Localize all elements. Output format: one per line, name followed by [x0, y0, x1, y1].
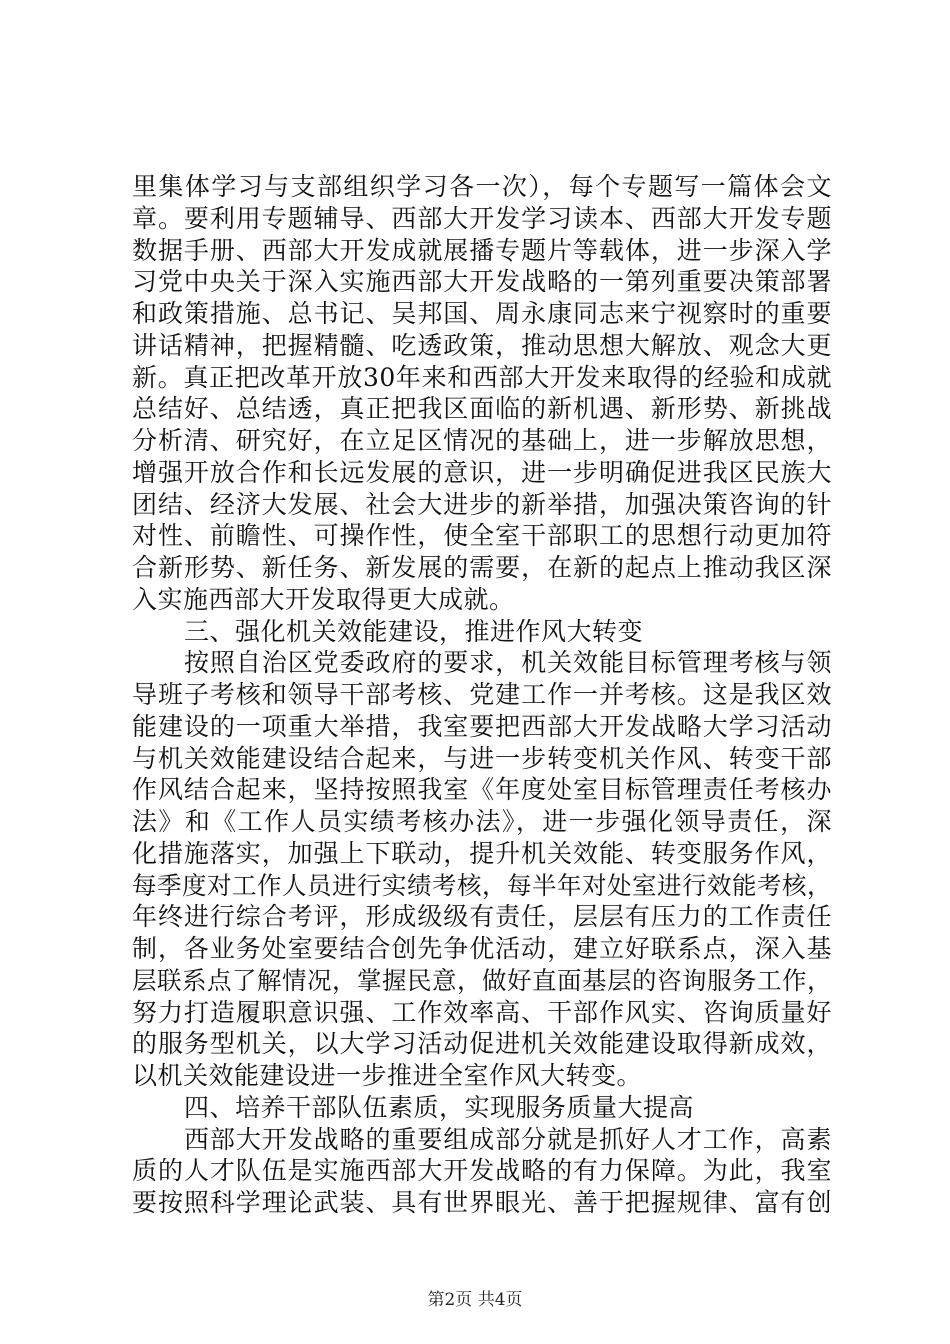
text-line: 分析清、研究好，在立足区情况的基础上，进一步解放思想，	[132, 426, 832, 455]
text-line: 按照自治区党委政府的要求，机关效能目标管理考核与领	[184, 648, 832, 678]
text-line: 和政策措施、总书记、吴邦国、周永康同志来宁视察时的重要	[132, 299, 832, 328]
text-line: 新。真正把改革开放30年来和西部大开发来取得的经验和成就	[132, 362, 832, 392]
text-line: 讲话精神，把握精髓、吃透政策，推动思想大解放、观念大更	[132, 330, 832, 360]
text-line: 努力打造履职意识强、工作效率高、干部作风实、咨询质量好	[132, 997, 832, 1027]
page-number: 第2页 共4页	[427, 1290, 523, 1310]
text-line: 与机关效能建设结合起来，与进一步转变机关作风、转变干部	[132, 743, 832, 773]
text-line: 每季度对工作人员进行实绩考核，每半年对处室进行效能考核，	[132, 870, 832, 900]
section-heading: 三、强化机关效能建设，推进作风大转变	[184, 616, 644, 646]
text-line: 数据手册、西部大开发成就展播专题片等载体，进一步深入学	[132, 235, 832, 265]
text-line: 的服务型机关，以大学习活动促进机关效能建设取得新成效，	[132, 1029, 832, 1059]
text-line: 合新形势、新任务、新发展的需要，在新的起点上推动我区深	[132, 553, 832, 582]
text-line: 年终进行综合考评，形成级级有责任，层层有压力的工作责任	[132, 902, 832, 932]
text-line: 团结、经济大发展、社会大进步的新举措，加强决策咨询的针	[132, 489, 832, 519]
text-line: 里集体学习与支部组织学习各一次），每个专题写一篇体会文	[132, 172, 832, 201]
document-body	[132, 171, 832, 1219]
text-line: 层联系点了解情况，掌握民意，做好直面基层的咨询服务工作，	[132, 965, 832, 995]
text-line: 习党中央关于深入实施西部大开发战略的一第列重要决策部署	[132, 267, 832, 297]
text-line: 总结好、总结透，真正把我区面临的新机遇、新形势、新挑战	[132, 394, 832, 424]
text-line: 能建设的一项重大举措，我室要把西部大开发战略大学习活动	[132, 711, 832, 741]
section-heading: 四、培养干部队伍素质，实现服务质量大提高	[184, 1092, 695, 1122]
text-line: 要按照科学理论武装、具有世界眼光、善于把握规律、富有创	[132, 1188, 832, 1217]
text-line: 制，各业务处室要结合创先争优活动，建立好联系点，深入基	[132, 934, 832, 963]
text-line: 章。要利用专题辅导、西部大开发学习读本、西部大开发专题	[132, 203, 832, 233]
text-line: 以机关效能建设进一步推进全室作风大转变。	[132, 1061, 643, 1090]
text-line: 化措施落实，加强上下联动，提升机关效能、转变服务作风，	[132, 838, 832, 868]
text-line: 对性、前瞻性、可操作性，使全室干部职工的思想行动更加符	[132, 521, 832, 551]
text-line: 作风结合起来，坚持按照我室《年度处室目标管理责任考核办	[132, 775, 832, 805]
text-line: 质的人才队伍是实施西部大开发战略的有力保障。为此，我室	[132, 1156, 832, 1186]
text-line: 增强开放合作和长远发展的意识，进一步明确促进我区民族大	[132, 457, 832, 487]
text-line: 法》和《工作人员实绩考核办法》，进一步强化领导责任，深	[132, 807, 832, 836]
text-line: 导班子考核和领导干部考核、党建工作一并考核。这是我区效	[132, 680, 832, 709]
text-line: 西部大开发战略的重要组成部分就是抓好人才工作，高素	[184, 1124, 832, 1154]
text-line: 入实施西部大开发取得更大成就。	[132, 584, 515, 614]
